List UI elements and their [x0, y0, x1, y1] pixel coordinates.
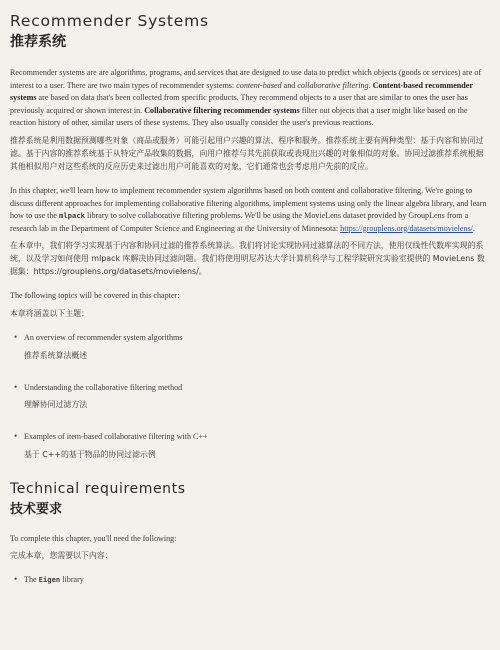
- code-eigen: Eigen: [38, 575, 61, 585]
- topic-en: • An overview of recommender system algorithms: [24, 332, 183, 342]
- text-span: library to solve collaborative filtering problems. We'll be using the MovieLens dataset provided by GroupLens from a research lab in the Department of Computer Science and Engineering at the University of Minnesota:: [10, 211, 469, 233]
- topics-intro-zh: 本章将涵盖以下主题：: [10, 308, 89, 318]
- topic-zh: 理解协同过滤方法: [24, 400, 88, 410]
- tech-paragraph-en: To complete this chapter, you'll need the following:: [10, 533, 177, 543]
- section-title-en: Technical requirements: [10, 480, 186, 497]
- text-span: filter out objects that a user might like based on the reaction history of other, similar users of these systems. They also usually consider the user's previous reactions.: [10, 105, 468, 128]
- text-span: are based on data that's been collected from specific products. They recommend objects to a user that are similar to ones the user has previously acquired or shown interest in.: [10, 93, 468, 115]
- topics-list: [10, 332, 488, 461]
- bold-collaborative-filtering: Collaborative filtering recommender systems: [144, 105, 300, 115]
- chapter-title-zh: 推荐系统: [10, 34, 66, 50]
- topics-intro-en: The following topics will be covered in this chapter:: [10, 291, 180, 301]
- text-span: and: [281, 80, 298, 90]
- text-span: .: [368, 80, 373, 90]
- intro-paragraph-en: [10, 67, 488, 130]
- list-item: [10, 574, 488, 587]
- text-span: library: [60, 575, 84, 585]
- chapter-paragraph-en: [10, 185, 488, 235]
- list-item: [10, 332, 488, 362]
- chapter-title-en: Recommender Systems: [10, 12, 209, 30]
- tech-paragraph-zh: 完成本章，您需要以下内容：: [10, 551, 113, 561]
- text-span: In this chapter, we'll learn how to implement recommender system algorithms based on both content and collaborative filtering. We're going to discuss different approaches for implementing collaborative filtering algorithms, implement systems using only the linear algebra library, and learn how to use the: [10, 185, 487, 221]
- list-item: [10, 382, 488, 412]
- emphasis-content-based: content-based: [236, 80, 282, 90]
- topic-zh: 基于 C++的基于物品的协同过滤示例: [24, 449, 156, 459]
- bold-content-based: Content-based recommender systems: [10, 80, 473, 103]
- emphasis-collaborative-filtering: collaborative filtering: [297, 80, 369, 90]
- text-span: The: [24, 575, 39, 585]
- topic-en: • Understanding the collaborative filtering method: [24, 382, 183, 392]
- requirements-list: [10, 574, 488, 587]
- movielens-link[interactable]: https://grouplens.org/datasets/movielens/: [340, 223, 473, 233]
- section-title-zh: 技术要求: [10, 501, 63, 517]
- intro-paragraph-zh: 推荐系统是利用数据预测哪些对象（商品或服务）可能引起用户兴趣的算法、程序和服务。推荐系统主要有两种类型：基于内容和协同过滤。基于内容的推荐系统基于从特定产品收集的数据，向用户推荐与其先前获取或表现出兴趣的对象相似的对象。协同过滤推荐系统根据其他相似用户对这些系统的反应历史来过滤出用户可能喜欢的对象，它们通常也会考虑用户先前的反应。: [10, 135, 484, 171]
- list-item: [10, 431, 488, 461]
- topic-zh: 推荐系统算法概述: [24, 350, 88, 360]
- code-mlpack: mlpack: [59, 211, 85, 221]
- text-span: .: [472, 223, 475, 233]
- text-span: Recommender systems are are algorithms, programs, and services that are designed to use data to predict which objects (goods or services) are of interest to a user. There are two main types of recommender systems:: [10, 68, 482, 90]
- requirement-en: [24, 574, 488, 587]
- chapter-paragraph-zh: 在本章中，我们将学习实现基于内容和协同过滤的推荐系统算法。我们将讨论实现协同过滤算法的不同方法，使用仅线性代数库实现的系统，以及学习如何使用 mlpack 库解决协同过滤问题。我们将使用明尼苏达大学计算机科学与工程学院研究实验室提供的 MovieLens 数据集：https://grouplens.org/datasets/movielens/。: [10, 241, 485, 277]
- topic-en: • Examples of item-based collaborative filtering with C++: [24, 432, 208, 442]
